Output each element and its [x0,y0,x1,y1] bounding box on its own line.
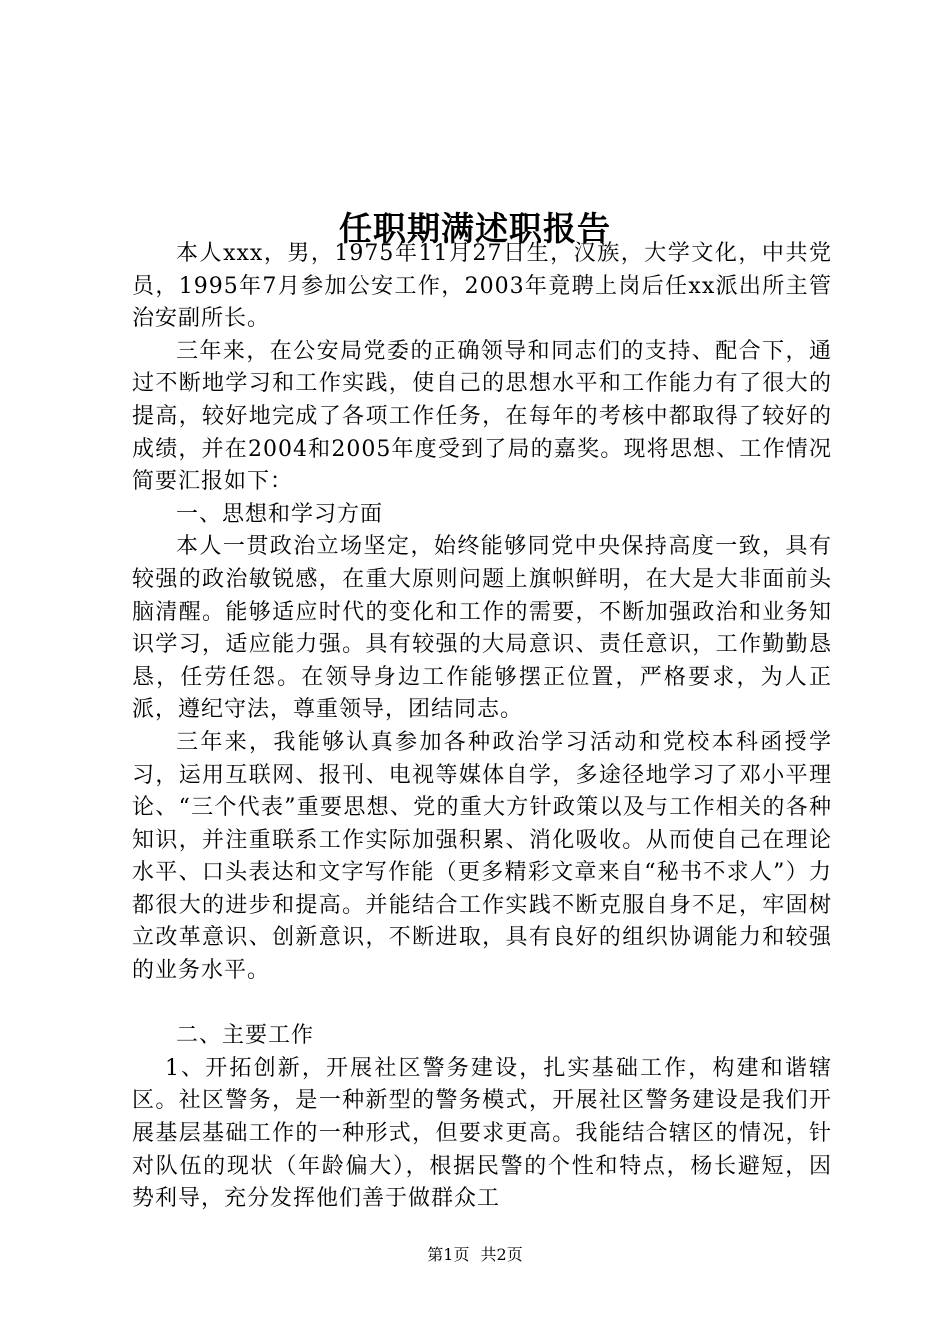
paragraph-study: 三年来，我能够认真参加各种政治学习活动和党校本科函授学习，运用互联网、报刊、电视等媒体自学，多途径地学习了邓小平理论、“三个代表”重要思想、党的重大方针政策以及与工作相关的各种知识，并注重联系工作实际加强积累、消化吸收。从而使自己在理论水平、口头表达和文字写作能（更多精彩文章来自“秘书不求人”）力都很大的进步和提高。并能结合工作实践不断克服自身不足，牢固树立改革意识、创新意识，不断进取，具有良好的组织协调能力和较强的业务水平。 [132,729,832,984]
page-footer: 第1页 共2页 [427,1245,523,1264]
document-body [132,238,832,1216]
section-heading-thought-study: 一、思想和学习方面 [176,501,384,527]
paragraph-overview: 三年来，在公安局党委的正确领导和同志们的支持、配合下，通过不断地学习和工作实践，使自己的思想水平和工作能力有了很大的提高，较好地完成了各项工作任务，在每年的考核中都取得了较好的成绩，并在2004和2005年度受到了局的嘉奖。现将思想、工作情况简要汇报如下： [132,338,832,495]
section-heading-main-work: 二、主要工作 [176,1023,315,1049]
paragraph-political-stance: 本人一贯政治立场坚定，始终能够同党中央保持高度一致，具有较强的政治敏锐感，在重大原则问题上旗帜鲜明，在大是大非面前头脑清醒。能够适应时代的变化和工作的需要，不断加强政治和业务知识学习，适应能力强。具有较强的大局意识、责任意识，工作勤勤恳恳，任劳任怨。在领导身边工作能够摆正位置，严格要求，为人正派，遵纪守法，尊重领导，团结同志。 [132,534,832,723]
document-title: 任职期满述职报告 [339,209,611,249]
blank-line [132,988,832,1021]
paragraph-community-policing: 1、开拓创新，开展社区警务建设，扎实基础工作，构建和谐辖区。社区警务，是一种新型的警务模式，开展社区警务建设是我们开展基层基础工作的一种形式，但要求更高。我能结合辖区的情况，针对队伍的现状（年龄偏大），根据民警的个性和特点，杨长避短，因势利导，充分发挥他们善于做群众工 [132,1055,832,1212]
paragraph-intro: 本人xxx，男，1975年11月27日生，汉族，大学文化，中共党员，1995年7月参加公安工作，2003年竟聘上岗后任xx派出所主管治安副所长。 [132,241,832,332]
